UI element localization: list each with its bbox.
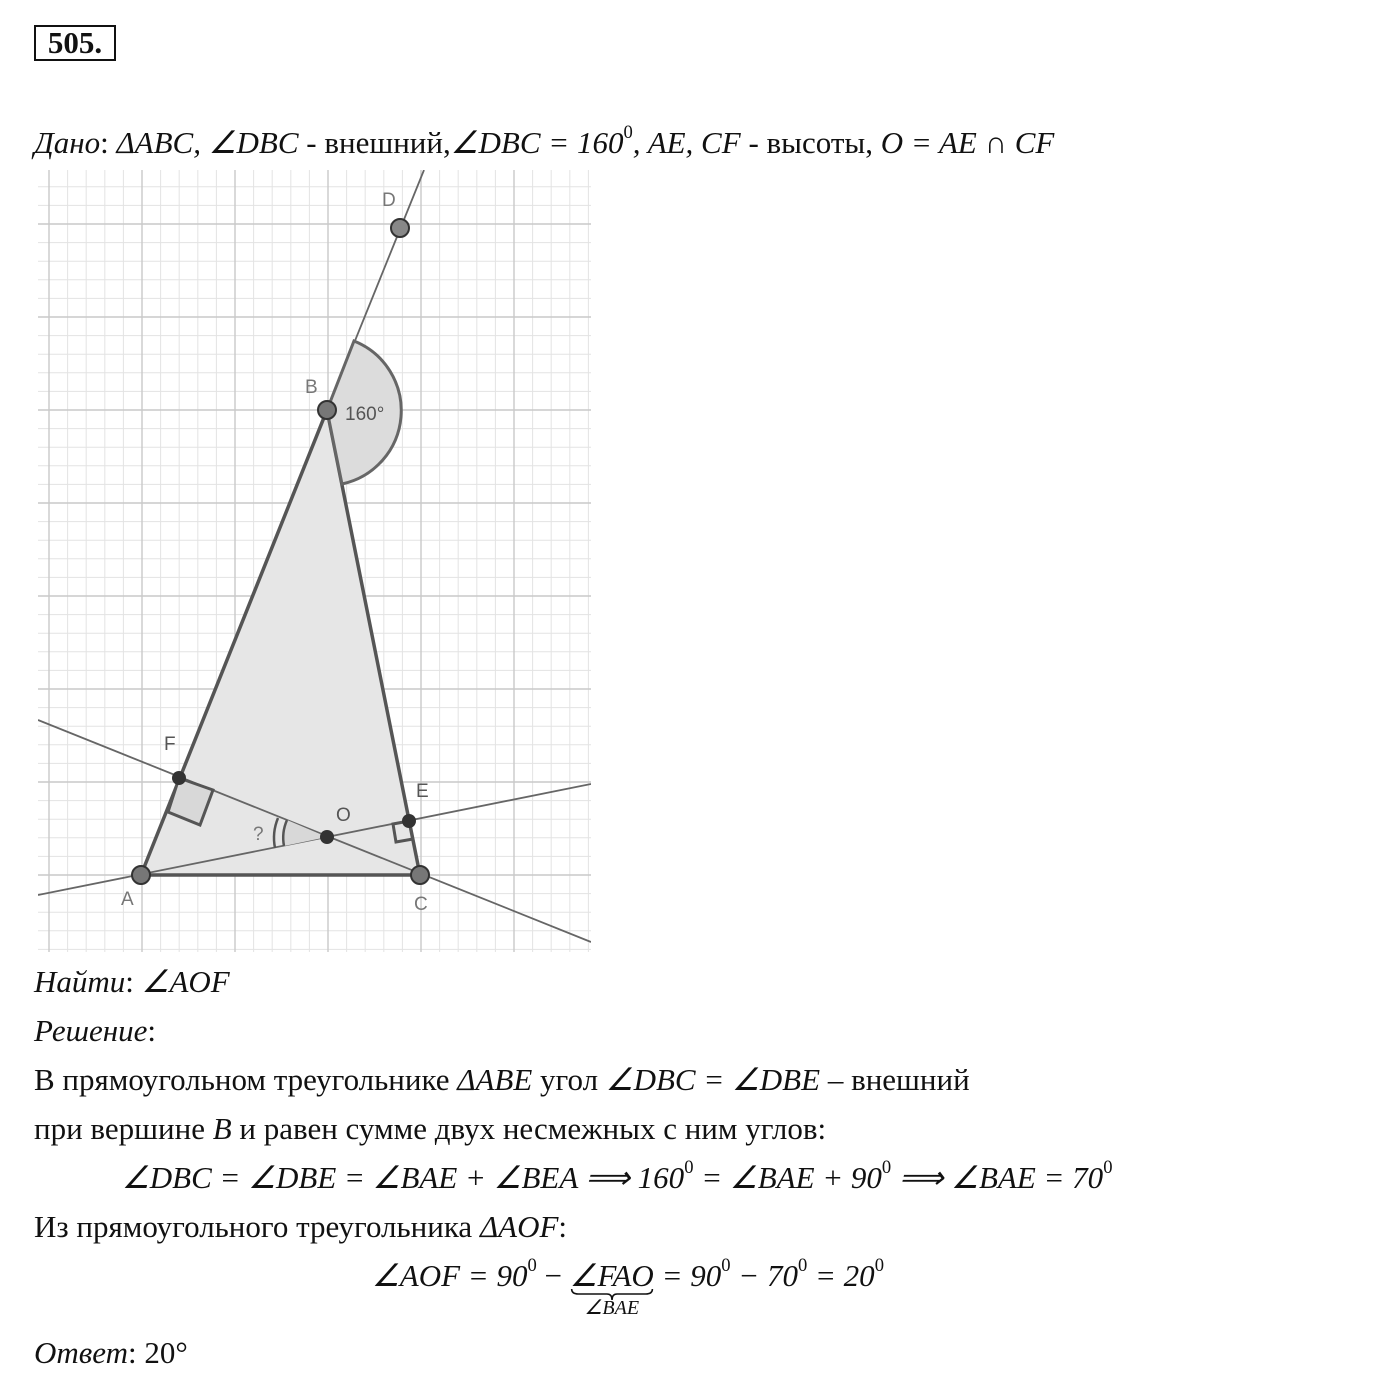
solution-text: Из прямоугольного треугольника	[34, 1209, 480, 1244]
degree-mark: 0	[684, 1157, 694, 1179]
underbrace-note: ∠BAE	[584, 1297, 640, 1319]
solution-label: Решение	[34, 1013, 148, 1048]
point-b	[318, 401, 336, 419]
degree-mark: 0	[881, 1157, 892, 1179]
given-heights: , AE, CF	[632, 125, 741, 160]
solution-text: – внешний	[820, 1062, 970, 1097]
answer-line: Ответ: 20°	[34, 1335, 188, 1370]
equation-part: = 20	[807, 1258, 875, 1293]
degree-mark: 0	[1103, 1157, 1113, 1179]
angle-label-160: 160°	[345, 404, 385, 425]
equation-part: = ∠BAE + 90	[693, 1160, 882, 1195]
given-degree: 0	[623, 122, 633, 144]
given-triangle: ΔABC, ∠DBC	[116, 125, 299, 160]
point-c	[411, 866, 429, 884]
given-text-external: - внешний,	[298, 125, 451, 160]
point-a	[132, 866, 150, 884]
label-c: C	[414, 894, 428, 915]
find-line: Найти: ∠AOF	[34, 964, 230, 999]
answer-label: Ответ	[34, 1335, 128, 1370]
point-o	[320, 830, 334, 844]
given-text-heights: - высоты,	[740, 125, 881, 160]
equation-part: − 70	[730, 1258, 798, 1293]
solution-text: В прямоугольном треугольнике	[34, 1062, 458, 1097]
given-angle: ∠DBC = 160	[450, 125, 624, 160]
label-b: B	[305, 377, 318, 398]
solution-heading: Решение:	[34, 1013, 156, 1048]
equation-part: ∠AOF = 90	[372, 1258, 528, 1293]
label-a: A	[121, 889, 134, 910]
label-f: F	[164, 734, 176, 755]
equation-part: −	[536, 1258, 570, 1293]
equation-part: = 90	[653, 1258, 722, 1293]
given-line: Дано: ΔABC, ∠DBC - внешний,∠DBC = $160^0$, AE, CF - высоты, O = AE ∩ CF	[34, 122, 1055, 160]
degree-mark: 0	[874, 1255, 884, 1277]
solution-line-3: Из прямоугольного треугольника ΔAOF:	[34, 1209, 568, 1244]
answer-value: 20°	[144, 1335, 188, 1370]
label-d: D	[382, 190, 396, 211]
find-label: Найти	[34, 964, 126, 999]
solution-text: при вершине	[34, 1111, 213, 1146]
point-d	[391, 219, 409, 237]
underbrace-group	[569, 1257, 654, 1319]
solution-math: ΔAOF	[479, 1209, 559, 1244]
given-intersection: O = AE ∩ CF	[880, 125, 1055, 160]
solution-text: угол	[532, 1062, 606, 1097]
problem-number: 505.	[34, 25, 116, 61]
point-f	[172, 771, 186, 785]
find-expr: ∠AOF	[141, 964, 230, 999]
underbrace-expr: ∠FAO	[569, 1258, 654, 1293]
given-label: Дано	[34, 125, 101, 160]
degree-mark: 0	[721, 1255, 731, 1277]
solution-line-2	[34, 1110, 826, 1148]
label-unknown-angle: ?	[253, 824, 264, 845]
label-e: E	[416, 781, 429, 802]
equation-part: ∠DBC = ∠DBE = ∠BAE + ∠BEA ⟹ 160	[122, 1160, 685, 1195]
equation-part: ⟹ ∠BAE = 70	[891, 1160, 1104, 1195]
solution-math: ∠DBC = ∠DBE	[605, 1062, 821, 1097]
solution-line-1	[34, 1061, 970, 1099]
solution-math: B	[212, 1111, 232, 1146]
equation-2	[372, 1255, 884, 1319]
solution-text: и равен сумме двух несмежных с ним углов:	[231, 1111, 827, 1146]
degree-mark: 0	[797, 1255, 808, 1277]
point-e	[402, 814, 416, 828]
solution-math: ΔABE	[457, 1062, 533, 1097]
equation-1	[122, 1159, 1112, 1197]
degree-mark: 0	[527, 1255, 537, 1277]
label-o: O	[336, 805, 351, 826]
